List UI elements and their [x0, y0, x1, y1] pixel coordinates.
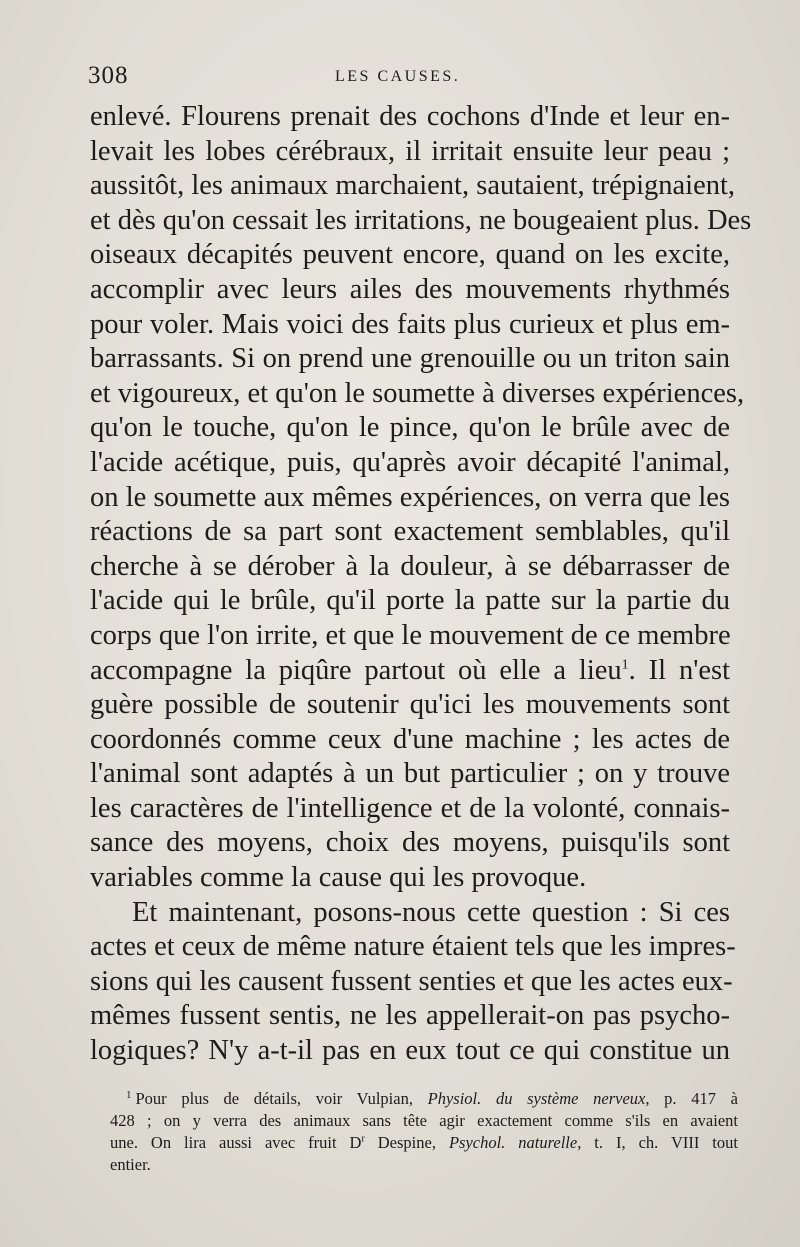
text-line: variables comme la cause qui les provoque.	[90, 862, 587, 894]
footnote-line	[110, 1132, 738, 1154]
footnote-text: , p. 417 à	[645, 1089, 738, 1108]
text-line: réactions de sa part sont exactement semblables, qu'il	[90, 516, 730, 548]
running-title: LES CAUSES.	[335, 68, 461, 85]
text-line: guère possible de soutenir qu'ici les mouvements sont	[90, 689, 730, 721]
text-line: levait les lobes cérébraux, il irritait ensuite leur peau ;	[90, 135, 730, 167]
footnote-text: Despine,	[364, 1133, 449, 1152]
text-line: et vigoureux, et qu'on le soumette à diverses expériences,	[90, 377, 745, 409]
text-line: corps que l'on irrite, et que le mouvement de ce membre	[90, 619, 731, 651]
text-line: on le soumette aux mêmes expériences, on verra que les	[90, 481, 730, 513]
page-header	[88, 62, 728, 98]
text-line: accomplir avec leurs ailes des mouvements rhythmés	[90, 273, 730, 305]
footnote-mark: 1	[126, 1088, 132, 1101]
text-line: mêmes fussent sentis, ne les appellerait-on pas psycho-	[90, 1000, 730, 1032]
text-line: qu'on le touche, qu'on le pince, qu'on le brûle avec de	[90, 412, 730, 444]
footnote-book-title: Psychol. naturelle	[448, 1133, 578, 1152]
text-segment: . Il n'est	[628, 654, 730, 686]
footnote-line: 428 ; on y verra des animaux sans tête agir exactement comme s'ils en avaient	[110, 1111, 738, 1130]
footnote-line	[110, 1088, 738, 1110]
text-line: les caractères de l'intelligence et de la volonté, connais-	[90, 792, 730, 824]
text-line: l'animal sont adaptés à un but particulier ; on y trouve	[90, 758, 730, 790]
footnote-text: Pour plus de détails, voir Vulpian,	[135, 1089, 428, 1108]
page-number: 308	[88, 62, 129, 89]
footnote-book-title: Physiol. du système nerveux	[427, 1089, 646, 1108]
text-line: oiseaux décapités peuvent encore, quand on les excite,	[90, 239, 730, 271]
footnote-line: entier.	[110, 1155, 151, 1174]
text-line: pour voler. Mais voici des faits plus curieux et plus em-	[90, 308, 730, 340]
footnote-text: une. On lira aussi avec fruit D	[110, 1133, 362, 1152]
footnote-text: , t. I, ch. VIII tout	[577, 1133, 738, 1152]
footnote	[110, 1088, 738, 1176]
text-line: sions qui les causent fussent senties et que les actes eux-	[90, 965, 733, 997]
text-line-with-footnote-ref	[90, 654, 730, 689]
text-line: l'acide acétique, puis, qu'après avoir décapité l'animal,	[90, 446, 730, 478]
text-segment: accompagne la piqûre partout où elle a lieu	[90, 654, 622, 686]
text-line: logiques? N'y a-t-il pas en eux tout ce qui constitue un	[90, 1035, 730, 1067]
text-line: et dès qu'on cessait les irritations, ne bougeaient plus. Des	[90, 204, 752, 236]
text-line: enlevé. Flourens prenait des cochons d'Inde et leur en-	[90, 101, 730, 132]
text-line: coordonnés comme ceux d'une machine ; les actes de	[90, 723, 730, 755]
text-line: Et maintenant, posons-nous cette question : Si ces	[132, 896, 730, 928]
text-line: barrassants. Si on prend une grenouille ou un triton sain	[90, 343, 730, 375]
text-line: actes et ceux de même nature étaient tels que les impres-	[90, 931, 736, 963]
text-line: aussitôt, les animaux marchaient, sautaient, trépignaient,	[90, 170, 736, 202]
main-text	[90, 100, 752, 1069]
text-line: sance des moyens, choix des moyens, puisqu'ils sont	[90, 827, 730, 859]
text-line: cherche à se dérober à la douleur, à se débarrasser de	[90, 550, 730, 582]
footnote-superscript: r	[361, 1133, 365, 1145]
footnote-reference[interactable]: 1	[621, 657, 629, 672]
text-line: l'acide qui le brûle, qu'il porte la patte sur la partie du	[90, 585, 730, 617]
